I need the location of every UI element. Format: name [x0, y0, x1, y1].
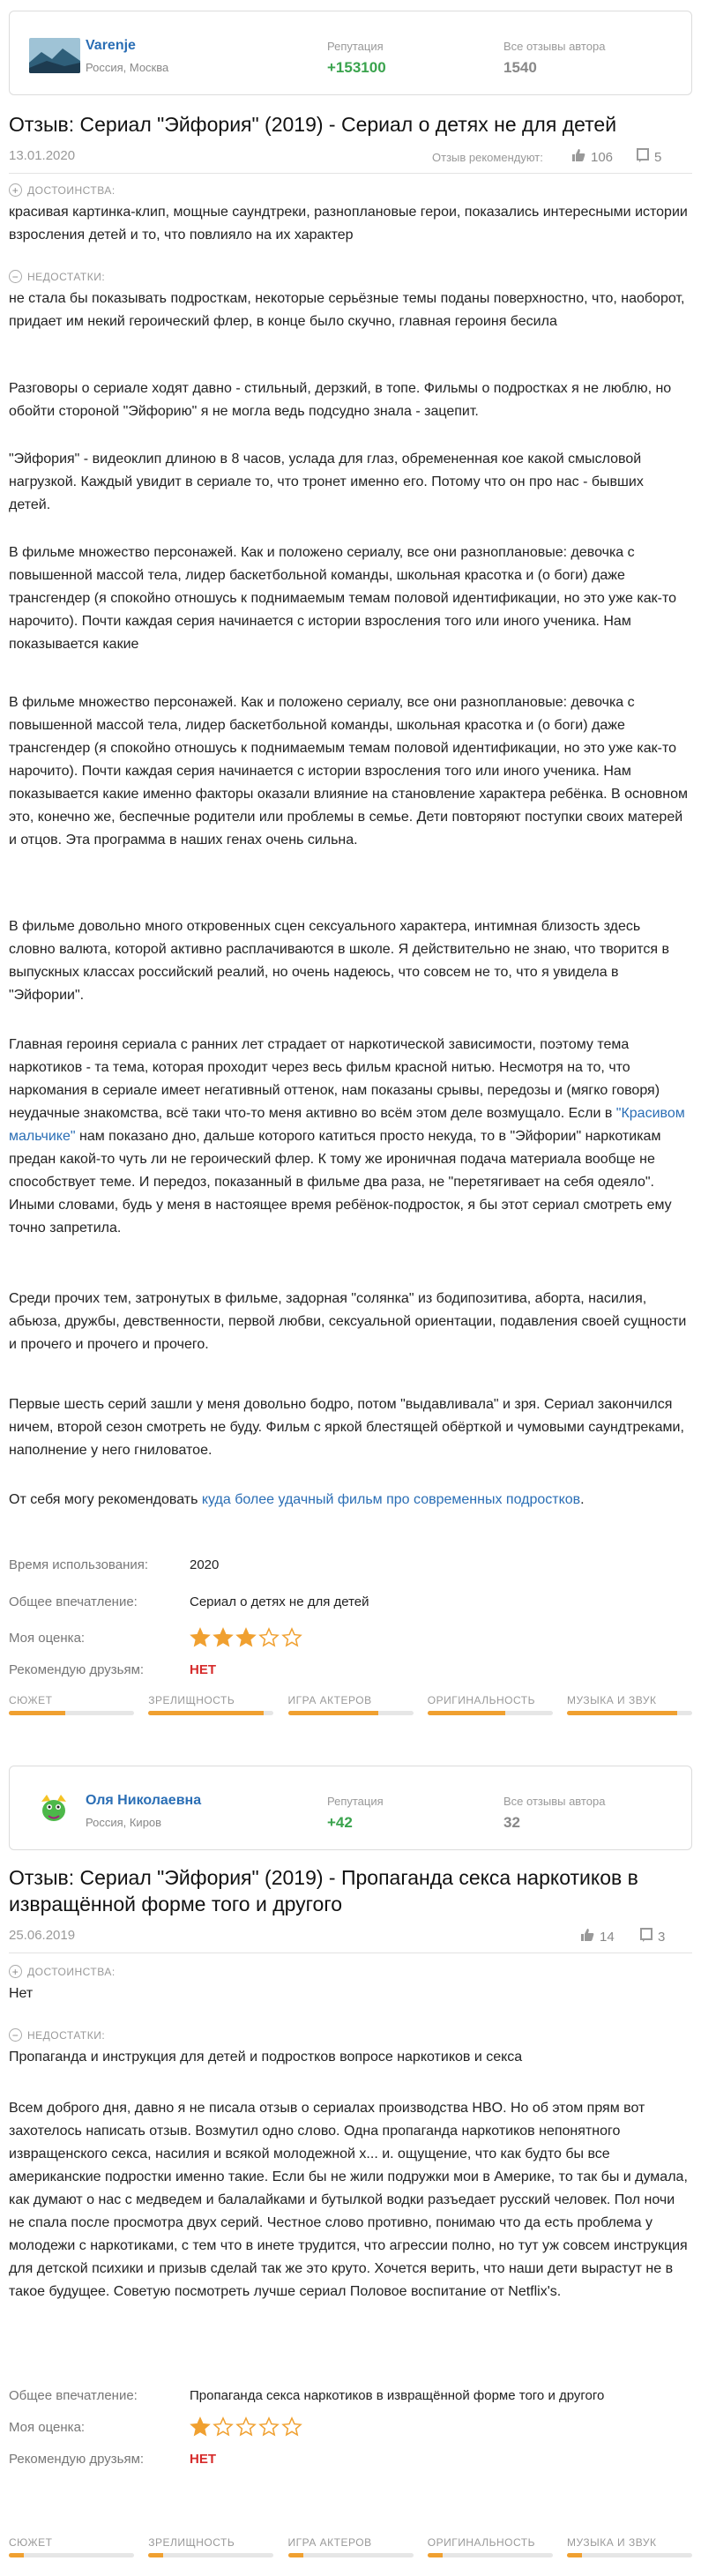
- review-date: 13.01.2020: [9, 148, 76, 163]
- score-bar-label: МУЗЫКА И ЗВУК: [567, 2536, 657, 2549]
- author-name[interactable]: Varenje: [86, 38, 136, 53]
- inline-link[interactable]: "Красивом мальчике": [9, 1106, 685, 1144]
- paragraph: "Эйфория" - видеоклип длиною в 8 часов, услада для глаз, обремененная кое какой смысловой нагрузкой. Каждый увидит в сериале то, что тронет именно его. Потому что он про нас - бывших детей.: [9, 452, 644, 512]
- score-bar-fill: [428, 2553, 443, 2557]
- comments-count: 5: [654, 149, 662, 165]
- score-bar: [9, 1694, 134, 1715]
- score-bar-track: [148, 1711, 273, 1715]
- star-filled-icon: [190, 2416, 211, 2438]
- pros-label: + ДОСТОИНСТВА:: [9, 183, 116, 197]
- star-empty-icon: [258, 2416, 280, 2438]
- pros-text: красивая картинка-клип, мощные саундтреки, разноплановые герои, показались интересными истории взросления детей и то, что повлияло на их характер: [9, 205, 688, 243]
- review-title: Отзыв: Сериал "Эйфория" (2019) - Пропаганда секса наркотиков в извращённой форме того и другого: [9, 1866, 638, 1915]
- score-bar-track: [9, 1711, 134, 1715]
- score-bar-fill: [148, 2553, 163, 2557]
- thumbs-up-icon[interactable]: [580, 1928, 594, 1945]
- score-bar: [288, 1694, 414, 1715]
- usage-row: Время использования: 2020: [9, 1557, 220, 1572]
- score-bar-track: [428, 2553, 553, 2557]
- score-bar-fill: [428, 1711, 505, 1715]
- likes-count: 106: [591, 149, 614, 165]
- star-empty-icon: [213, 2416, 234, 2438]
- reviews-count-label[interactable]: Все отзывы автора: [503, 1795, 606, 1808]
- score-bar: [148, 2536, 273, 2557]
- reviews-count[interactable]: 1540: [503, 59, 537, 76]
- recommend-label: Отзыв рекомендуют:: [432, 151, 543, 164]
- score-bar-fill: [148, 1711, 264, 1715]
- plus-icon: +: [9, 183, 22, 197]
- star-empty-icon: [235, 2416, 257, 2438]
- star-empty-icon: [258, 1627, 280, 1648]
- score-bar-label: МУЗЫКА И ЗВУК: [567, 1694, 657, 1706]
- score-bar-track: [288, 1711, 414, 1715]
- star-filled-icon: [235, 1627, 257, 1648]
- score-bar-track: [148, 2553, 273, 2557]
- paragraph: Главная героиня сериала с ранних лет страдает от наркотической зависимости, поэтому тема наркотиков - та тема, которая проходит через весь фильм красной нитью. Несмотря на то, что наркомания в сериале имеет негативный оттенок, нам показаны срывы, передозы и (мягко говоря) неудачные знакомства, всё таки что-то меня активно во всём этом деле возмущало. Если в "Красивом мальчике" нам показано дно, дальше которого катиться просто некуда, то в "Эйфории" наркотикам предан какой-то чуть ли не героический флер. К тому же ироничная подача материала вообще не способствует теме. И передоз, показанный в фильме два раза, не "перетягивает на себя одеяло". Иными словами, будь у меня в настоящее время ребёнок-подросток, я бы этот сериал смотреть ему точно запретила.: [9, 1037, 685, 1236]
- score-bar-label: ЗРЕЛИЩНОСТЬ: [148, 2536, 235, 2549]
- score-bar-fill: [567, 1711, 677, 1715]
- author-card: [9, 11, 692, 95]
- score-bar-label: ОРИГИНАЛЬНОСТЬ: [427, 2536, 535, 2549]
- author-card: [9, 1766, 692, 1850]
- score-bar-label: ЗРЕЛИЩНОСТЬ: [148, 1694, 235, 1706]
- paragraph: В фильме множество персонажей. Как и положено сериалу, все они разноплановые: девочка с повышенной массой тела, лидер баскетбольной команды, школьная красотка и (о боги) даже трансгендер (я спокойно отношусь к поднимаемым темам половой идентификации, но это уже как-то нарочито). Почти каждая серия начинается с истории взросления того или иного ученика. Нам показывается какие именно факторы оказали влияние на становление характера ребёнка. В основном это, конечно же, беспечные родители или проблемы в семье. Дети повторяют поступки своих матерей и отцов. Эта программа в наших генах очень сильна.: [9, 695, 689, 847]
- pros-label: + ДОСТОИНСТВА:: [9, 1965, 116, 1978]
- score-bar-label: ИГРА АКТЕРОВ: [287, 1694, 372, 1706]
- score-bar: [148, 1694, 273, 1715]
- recommend-link[interactable]: куда более удачный фильм про современных подростков: [201, 1492, 581, 1507]
- score-bar: [9, 2536, 134, 2557]
- paragraph: Первые шесть серий зашли у меня довольно бодро, потом "выдавливала" и зря. Сериал закончился ничем, второй сезон смотреть не буду. Фильм с яркой блестящей обёрткой и чумовыми саундтреками, наполнение у него гниловатое.: [9, 1397, 684, 1458]
- rating-stars: [190, 2416, 302, 2438]
- minus-icon: −: [9, 2028, 22, 2042]
- impression-row: Общее впечатление: Сериал о детях не для детей: [9, 1594, 369, 1609]
- impression-row: Общее впечатление: Пропаганда секса наркотиков в извращённой форме того и другого: [9, 2388, 605, 2403]
- comment-icon[interactable]: [637, 148, 649, 166]
- score-bar: [428, 2536, 553, 2557]
- score-bar: [567, 1694, 692, 1715]
- likes-count: 14: [600, 1929, 615, 1945]
- avatar[interactable]: [29, 38, 80, 73]
- review-title: Отзыв: Сериал "Эйфория" (2019) - Сериал о детях не для детей: [9, 113, 617, 136]
- thumbs-up-icon[interactable]: [571, 148, 585, 166]
- score-bar-fill: [9, 1711, 65, 1715]
- recommend-friends-row: Рекомендую друзьям: НЕТ: [9, 2452, 216, 2467]
- score-bar-fill: [288, 1711, 378, 1715]
- score-bar-track: [9, 2553, 134, 2557]
- rating-row: Моя оценка:: [9, 2416, 302, 2438]
- score-bar: [567, 2536, 692, 2557]
- cons-text: Пропаганда и инструкция для детей и подростков вопросе наркотиков и секса: [9, 2050, 523, 2065]
- score-bar: [288, 2536, 414, 2557]
- score-bar-track: [428, 1711, 553, 1715]
- score-bars: [9, 2536, 692, 2557]
- author-location: Россия, Москва: [86, 61, 169, 74]
- paragraph: Разговоры о сериале ходят давно - стильный, дерзкий, в топе. Фильмы о подростках я не люблю, но обойти стороной "Эйфорию" я не могла ведь подсудно знала - зацепит.: [9, 381, 672, 419]
- paragraph: Всем доброго дня, давно я не писала отзыв о сериалах производства HBO. Но об этом прям вот захотелось написать отзыв. Возмутил одно слово. Одна пропаганда наркотиков непонятного извращенского секса, насилия и всякой молодежной х... и. ощущение, что как будто бы все американские подростки именно такие. Если бы не жили подружки мои в Америке, то так бы и думала, как думают о нас с медведем и балалайками и бутылкой водки разъедает русский человек. Пол ночи не спала после просмотра двух серий. Честное слово противно, понимаю что да есть проблема у молодежи с наркотиками, с тем что в инете трудится, что агрессии полно, но тут уж совсем инструкция для детской психики и призыв сделай так же это круто. Хочется верить, что наши дети вырастут не в такое будущее. Советую посмотреть лучше сериал Половое воспитание от Netflix's.: [9, 2101, 688, 2299]
- reviews-count[interactable]: 32: [503, 1814, 520, 1831]
- likes-counter[interactable]: [571, 148, 613, 166]
- score-bar-label: ОРИГИНАЛЬНОСТЬ: [427, 1694, 535, 1706]
- score-bar-fill: [567, 2553, 582, 2557]
- rating-stars: [190, 1627, 302, 1648]
- reputation-value: +153100: [327, 59, 386, 76]
- paragraph: Среди прочих тем, затронутых в фильме, задорная "солянка" из бодипозитива, аборта, насилия, абьюза, дружбы, девственности, первой любви, сексуальной ориентации, подавления своей сущности и прочего и прочего и прочего.: [9, 1291, 687, 1352]
- score-bar-track: [567, 1711, 692, 1715]
- comments-counter[interactable]: [637, 148, 661, 166]
- cons-label: − НЕДОСТАТКИ:: [9, 270, 105, 283]
- score-bar-label: СЮЖЕТ: [9, 2536, 53, 2549]
- reputation-label: Репутация: [327, 1795, 384, 1808]
- score-bar-label: ИГРА АКТЕРОВ: [287, 2536, 372, 2549]
- author-name[interactable]: Оля Николаевна: [86, 1793, 202, 1808]
- paragraph: В фильме множество персонажей. Как и положено сериалу, все они разноплановые: девочка с повышенной массой тела, лидер баскетбольной команды, школьная красотка и (о боги) даже трансгендер (я спокойно отношусь к поднимаемым темам половой идентификации, но это уже как-то нарочито). Почти каждая серия начинается с истории взросления того или иного ученика. Нам показывается какие: [9, 545, 677, 652]
- review-date: 25.06.2019: [9, 1928, 76, 1943]
- star-filled-icon: [190, 1627, 211, 1648]
- reviews-count-label[interactable]: Все отзывы автора: [503, 40, 606, 53]
- score-bar-label: СЮЖЕТ: [9, 1694, 53, 1706]
- star-filled-icon: [213, 1627, 234, 1648]
- paragraph: В фильме довольно много откровенных сцен сексуального характера, интимная близость здесь словно валюта, которой активно расплачиваются в школе. Я действительно не знаю, что творится в выпускных классах российский реалий, но очень надеюсь, что совсем не то, что я увидела в "Эйфории".: [9, 919, 669, 1003]
- plus-icon: +: [9, 1965, 22, 1978]
- comments-counter[interactable]: [640, 1928, 665, 1945]
- pros-text: Нет: [9, 1986, 34, 2001]
- author-location: Россия, Киров: [86, 1816, 162, 1829]
- score-bar-fill: [9, 2553, 24, 2557]
- score-bar-track: [288, 2553, 414, 2557]
- score-bar: [428, 1694, 553, 1715]
- comment-icon[interactable]: [640, 1928, 653, 1945]
- recommend-friends-row: Рекомендую друзьям: НЕТ: [9, 1662, 216, 1677]
- comments-count: 3: [658, 1929, 666, 1945]
- avatar[interactable]: [34, 1789, 73, 1828]
- star-empty-icon: [281, 2416, 302, 2438]
- cons-text: не стала бы показывать подросткам, некоторые серьёзные темы поданы поверхностно, что, наоборот, придает им некий героический флер, в конце было скучно, главная героиня бесила: [9, 291, 685, 329]
- divider: [9, 173, 692, 174]
- cons-label: − НЕДОСТАТКИ:: [9, 2028, 105, 2042]
- score-bars: [9, 1694, 692, 1715]
- minus-icon: −: [9, 270, 22, 283]
- paragraph: От себя могу рекомендовать куда более удачный фильм про современных подростков.: [9, 1492, 585, 1507]
- star-empty-icon: [281, 1627, 302, 1648]
- score-bar-fill: [288, 2553, 303, 2557]
- rating-row: Моя оценка:: [9, 1627, 302, 1648]
- reputation-label: Репутация: [327, 40, 384, 53]
- reputation-value: +42: [327, 1814, 353, 1831]
- score-bar-track: [567, 2553, 692, 2557]
- likes-counter[interactable]: [580, 1928, 615, 1945]
